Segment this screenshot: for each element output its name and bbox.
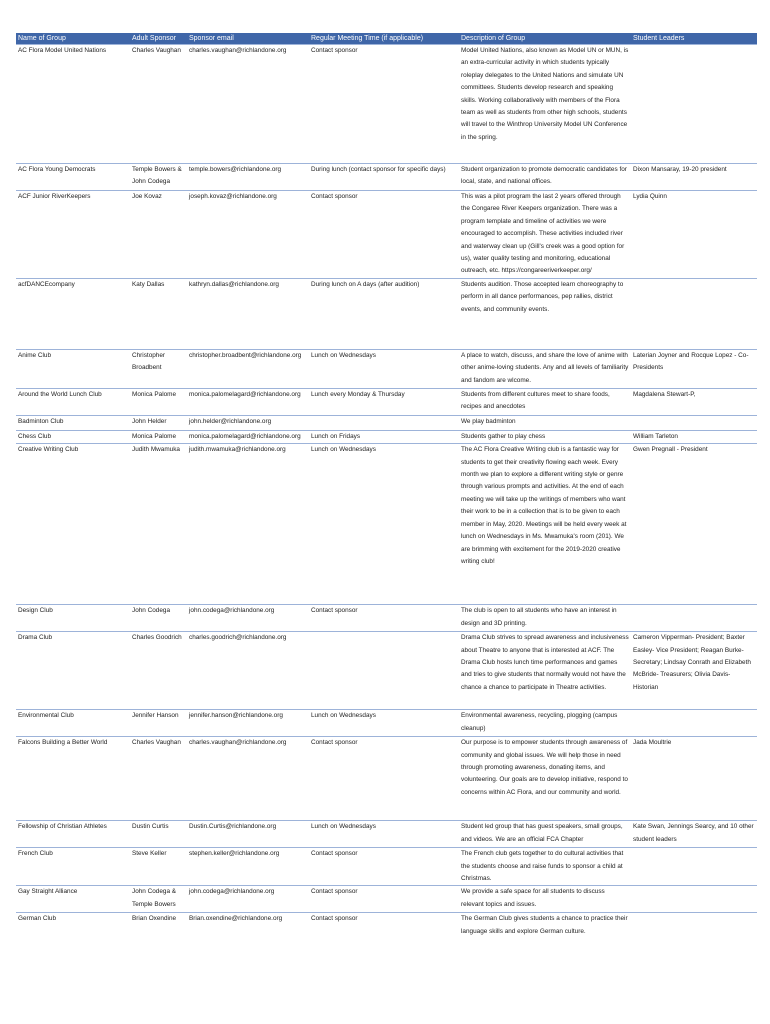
meeting-time: Lunch every Monday & Thursday [309,388,459,415]
sponsor-email: Brian.oxendine@richlandone.org [187,913,309,945]
table-row [16,886,757,913]
table-row [16,164,757,191]
adult-sponsor: Monica Palome [130,430,187,443]
sponsor-email: kathryn.dallas@richlandone.org [187,278,309,349]
table-row [16,848,757,886]
sponsor-email: charles.goodrich@richlandone.org [187,632,309,710]
sponsor-email: monica.palomelagard@richlandone.org [187,430,309,443]
header-email: Sponsor email [187,33,309,45]
group-name: Chess Club [16,430,130,443]
group-name: acfDANCEcompany [16,278,130,349]
student-leaders: Gwen Pregnall - President [631,444,757,605]
group-name: Drama Club [16,632,130,710]
meeting-time: During lunch on A days (after audition) [309,278,459,349]
meeting-time: Contact sponsor [309,886,459,913]
student-leaders [631,886,757,913]
table-row [16,278,757,349]
sponsor-email: john.codega@richlandone.org [187,605,309,632]
adult-sponsor: Christopher Broadbent [130,349,187,388]
meeting-time: Lunch on Wednesdays [309,710,459,737]
student-leaders: Kate Swan, Jennings Searcy, and 10 other student leaders [631,821,757,848]
student-leaders [631,913,757,945]
group-name: Design Club [16,605,130,632]
table-row [16,605,757,632]
student-leaders [631,278,757,349]
sponsor-email: charles.vaughan@richlandone.org [187,45,309,164]
group-description: We play badminton [459,415,631,430]
adult-sponsor: John Helder [130,415,187,430]
group-name: Falcons Building a Better World [16,737,130,821]
table-row [16,430,757,443]
group-description: The AC Flora Creative Writing club is a fantastic way for students to get their creativity flowing each week. Every month we plan to explore a different writing style or genre through various prompts and activities. At the end of each meeting we will take up the writings of members who want their work to be in a collection that is to be given to each member in May, 2020. Meetings will be held every week at lunch on Wednesdays in Ms. Mwamuka's room (201). We are brimming with excitement for the 2019-2020 creative writing club! [459,444,631,605]
adult-sponsor: John Codega [130,605,187,632]
meeting-time [309,632,459,710]
table-row [16,191,757,279]
adult-sponsor: Steve Keller [130,848,187,886]
adult-sponsor: Charles Vaughan [130,737,187,821]
group-name: Environmental Club [16,710,130,737]
meeting-time: Lunch on Fridays [309,430,459,443]
student-leaders: Dixon Mansaray, 19-20 president [631,164,757,191]
sponsor-email: christopher.broadbent@richlandone.org [187,349,309,388]
group-name: Anime Club [16,349,130,388]
group-description: Our purpose is to empower students through awareness of community and global issues. We will help those in need through promoting awareness, donating items, and volunteering. Our goals are to develop initiative, respond to concerns within AC Flora, and our community and world. [459,737,631,821]
group-description: Students gather to play chess [459,430,631,443]
adult-sponsor: Joe Kovaz [130,191,187,279]
group-description: The German Club gives students a chance to practice their language skills and explore German culture. [459,913,631,945]
header-sponsor: Adult Sponsor [130,33,187,45]
sponsor-email: jennifer.hanson@richlandone.org [187,710,309,737]
group-description: A place to watch, discuss, and share the love of anime with other anime-loving students. Any and all levels of familiarity and fandom are wlcome. [459,349,631,388]
meeting-time: Lunch on Wednesdays [309,821,459,848]
adult-sponsor: Katy Dallas [130,278,187,349]
group-name: German Club [16,913,130,945]
table-row [16,415,757,430]
sponsor-email: stephen.keller@richlandone.org [187,848,309,886]
group-name: Fellowship of Christian Athletes [16,821,130,848]
student-leaders: Cameron Vipperman- President; Baxter Easley- Vice President; Reagan Burke-Secretary; Lindsay Conrath and Elizabeth McBride- Treasurers; Olivia Davis- Historian [631,632,757,710]
student-leaders: William Tarleton [631,430,757,443]
student-leaders: Jada Moultrie [631,737,757,821]
student-leaders [631,605,757,632]
table-row [16,710,757,737]
club-list-sheet [16,33,754,945]
meeting-time: Contact sponsor [309,913,459,945]
group-name: Gay Straight Alliance [16,886,130,913]
header-description: Description of Group [459,33,631,45]
group-description: We provide a safe space for all students to discuss relevant topics and issues. [459,886,631,913]
adult-sponsor: Charles Goodrich [130,632,187,710]
adult-sponsor: Dustin Curtis [130,821,187,848]
meeting-time: Contact sponsor [309,737,459,821]
meeting-time: During lunch (contact sponsor for specific days) [309,164,459,191]
header-leaders: Student Leaders [631,33,757,45]
sponsor-email: john.codega@richlandone.org [187,886,309,913]
meeting-time: Contact sponsor [309,605,459,632]
meeting-time: Contact sponsor [309,191,459,279]
adult-sponsor: Monica Palome [130,388,187,415]
sponsor-email: john.helder@richlandone.org [187,415,309,430]
group-description: Environmental awareness, recycling, plogging (campus cleanup) [459,710,631,737]
table-row [16,632,757,710]
group-description: The French club gets together to do cultural activities that the students choose and raise funds to sponsor a child at Christmas. [459,848,631,886]
adult-sponsor: Temple Bowers & John Codega [130,164,187,191]
group-description: This was a pilot program the last 2 years offered through the Congaree River Keepers organization. There was a program template and timeline of activities we were encouraged to accomplish. These activities included river and waterway clean up (Gill's creek was a good option for us), water quality testing and monitoring, educational outreach, etc. https://congareeriverkeeper.org/ [459,191,631,279]
group-name: AC Flora Young Democrats [16,164,130,191]
table-row [16,444,757,605]
sponsor-email: monica.palomelagard@richlandone.org [187,388,309,415]
adult-sponsor: Judith Mwamuka [130,444,187,605]
student-leaders [631,45,757,164]
table-row [16,821,757,848]
sponsor-email: charles.vaughan@richlandone.org [187,737,309,821]
header-meeting-time: Regular Meeting Time (if applicable) [309,33,459,45]
student-leaders: Lydia Quinn [631,191,757,279]
table-row [16,349,757,388]
table-row [16,913,757,945]
group-name: ACF Junior RiverKeepers [16,191,130,279]
group-name: Around the World Lunch Club [16,388,130,415]
header-name: Name of Group [16,33,130,45]
table-row [16,45,757,164]
sponsor-email: Dustin.Curtis@richlandone.org [187,821,309,848]
student-leaders [631,415,757,430]
student-leaders [631,848,757,886]
group-name: Creative Writing Club [16,444,130,605]
group-description: Model United Nations, also known as Model UN or MUN, is an extra-curricular activity in which students typically roleplay delegates to the United Nations and simulate UN committees. Students develop research and speaking skills. Working collaboratively with members of the Flora team as well as students from other high schools, students will travel to the Winthrop University Model UN Conference in the spring. [459,45,631,164]
header-row [16,33,757,45]
group-name: AC Flora Model United Nations [16,45,130,164]
meeting-time: Lunch on Wednesdays [309,349,459,388]
adult-sponsor: Brian Oxendine [130,913,187,945]
group-name: Badminton Club [16,415,130,430]
club-table [16,33,757,945]
meeting-time: Contact sponsor [309,45,459,164]
group-description: Students from different cultures meet to share foods, recipes and anecdotes [459,388,631,415]
group-name: French Club [16,848,130,886]
adult-sponsor: Jennifer Hanson [130,710,187,737]
table-row [16,737,757,821]
group-description: Student led group that has guest speakers, small groups, and videos. We are an official FCA Chapter [459,821,631,848]
group-description: The club is open to all students who have an interest in design and 3D printing. [459,605,631,632]
group-description: Drama Club strives to spread awareness and inclusiveness about Theatre to anyone that is interested at ACF. The Drama Club hosts lunch time performances and games and tries to give students that normally would not have the chance a chance to participate in Theatre activities. [459,632,631,710]
sponsor-email: joseph.kovaz@richlandone.org [187,191,309,279]
sponsor-email: judith.mwamuka@richlandone.org [187,444,309,605]
student-leaders: Laterian Joyner and Rocque Lopez - Co-Presidents [631,349,757,388]
sponsor-email: temple.bowers@richlandone.org [187,164,309,191]
meeting-time: Contact sponsor [309,848,459,886]
meeting-time [309,415,459,430]
club-rows [16,45,757,945]
group-description: Student organization to promote democratic candidates for local, state, and national offices. [459,164,631,191]
adult-sponsor: John Codega & Temple Bowers [130,886,187,913]
adult-sponsor: Charles Vaughan [130,45,187,164]
student-leaders: Magdalena Stewart-P, [631,388,757,415]
student-leaders [631,710,757,737]
table-row [16,388,757,415]
group-description: Students audition. Those accepted learn choreography to perform in all dance performances, pep rallies, district events, and community events. [459,278,631,349]
meeting-time: Lunch on Wednesdays [309,444,459,605]
